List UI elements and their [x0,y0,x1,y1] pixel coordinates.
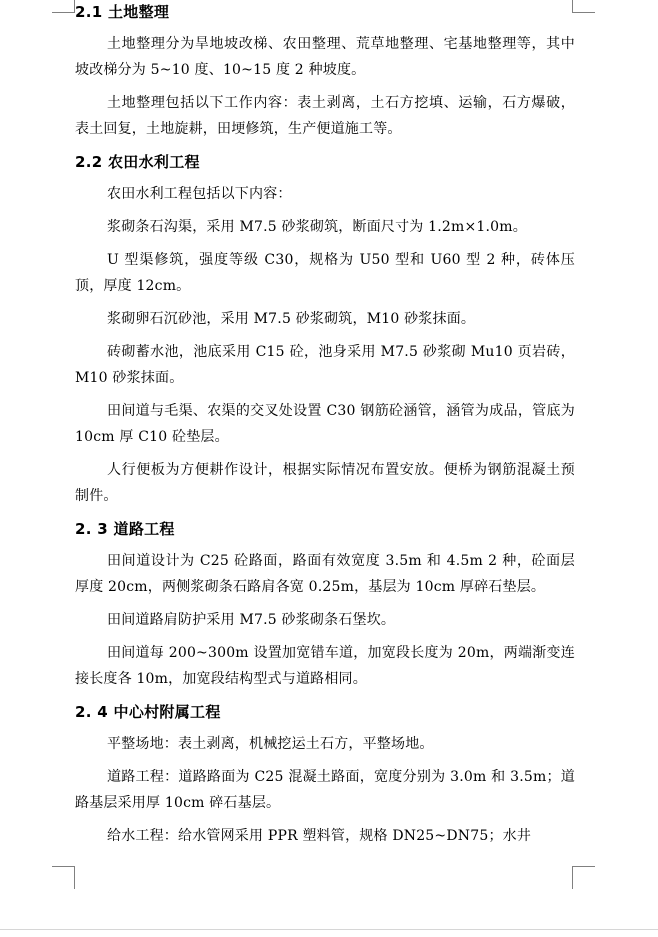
body-paragraph: 平整场地：表土剥离，机械挖运土石方，平整场地。 [107,736,434,752]
body-paragraph: 土地整理分为旱地坡改梯、农田整理、荒草地整理、宅基地整理等，其中坡改梯分为 5~10 度、10~15 度 2 种坡度。 [75,36,575,78]
margin-corner-mark-bottom-right [572,866,595,889]
section-heading: 2. 3 道路工程 [75,520,175,538]
body-paragraph: 土地整理包括以下工作内容：表土剥离，土石方挖填、运输，石方爆破，表土回复，土地旋耕，田埂修筑，生产便道施工等。 [75,95,575,137]
page-body [75,0,575,856]
margin-corner-mark-top-right [572,0,595,13]
margin-corner-mark-bottom-left [52,866,75,889]
body-paragraph: 田间道每 200~300m 设置加宽错车道，加宽段长度为 20m，两端渐变连接长度各 10m，加宽段结构型式与道路相同。 [75,645,575,687]
margin-corner-mark-top-left [52,0,75,13]
body-paragraph: 浆砌条石沟渠，采用 M7.5 砂浆砌筑，断面尺寸为 1.2m×1.0m。 [107,219,527,235]
body-paragraph: U 型渠修筑，强度等级 C30，规格为 U50 型和 U60 型 2 种，砖体压顶，厚度 12cm。 [75,252,575,294]
body-paragraph: 浆砌卵石沉砂池，采用 M7.5 砂浆砌筑，M10 砂浆抹面。 [107,311,476,327]
body-paragraph: 给水工程：给水管网采用 PPR 塑料管，规格 DN25~DN75；水井 [107,828,532,844]
body-paragraph: 田间道路肩防护采用 M7.5 砂浆砌条石堡坎。 [107,612,396,628]
section-heading: 2. 4 中心村附属工程 [75,703,221,721]
body-paragraph: 道路工程：道路路面为 C25 混凝土路面，宽度分别为 3.0m 和 3.5m；道路基层采用厚 10cm 碎石基层。 [75,769,575,811]
section-heading: 2.2 农田水利工程 [75,153,200,171]
body-paragraph: 农田水利工程包括以下内容： [107,186,292,202]
body-paragraph: 田间道设计为 C25 砼路面，路面有效宽度 3.5m 和 4.5m 2 种，砼面层厚度 20cm，两侧浆砌条石路肩各宽 0.25m，基层为 10cm 厚碎石垫层。 [75,553,575,595]
body-paragraph: 田间道与毛渠、农渠的交叉处设置 C30 钢筋砼涵管，涵管为成品，管底为 10cm 厚 C10 砼垫层。 [75,403,575,445]
section-heading: 2.1 土地整理 [75,3,170,21]
body-paragraph: 人行便板为方便耕作设计，根据实际情况布置安放。便桥为钢筋混凝土预制件。 [75,462,575,504]
page-separator [0,929,658,930]
page-gap [0,893,658,937]
body-paragraph: 砖砌蓄水池，池底采用 C15 砼，池身采用 M7.5 砂浆砌 Mu10 页岩砖，M10 砂浆抹面。 [75,344,575,386]
